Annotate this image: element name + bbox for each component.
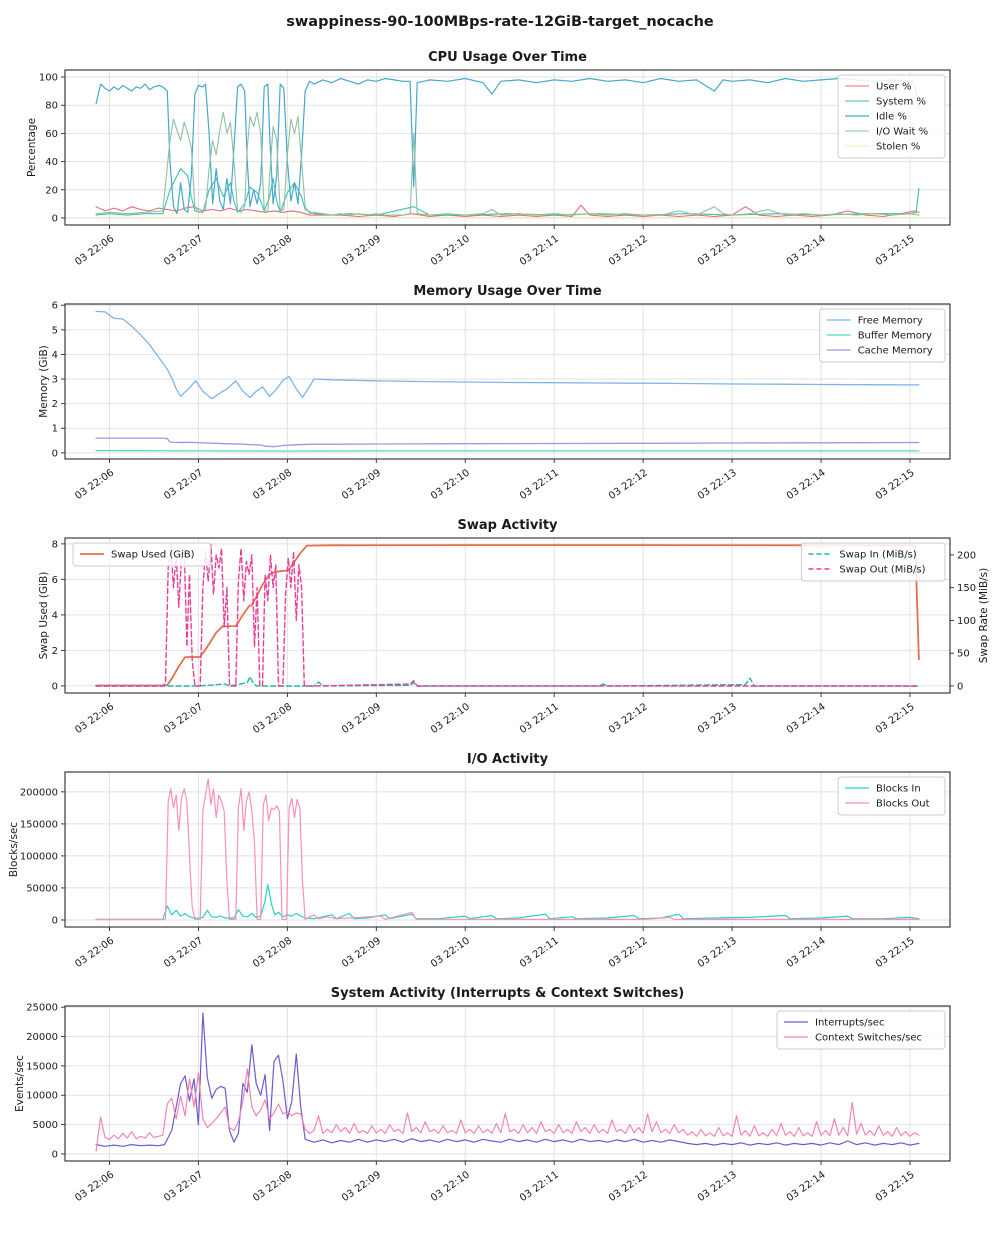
svg-text:Blocks Out: Blocks Out [876, 798, 930, 810]
svg-text:User %: User % [876, 81, 912, 93]
svg-text:03 22:15: 03 22:15 [873, 1169, 917, 1205]
svg-text:4: 4 [51, 610, 58, 622]
svg-text:03 22:11: 03 22:11 [517, 1169, 561, 1205]
svg-text:0: 0 [51, 213, 58, 225]
svg-text:03 22:06: 03 22:06 [73, 233, 117, 269]
series-context-switches-sec [96, 1069, 919, 1151]
io-plot-border [65, 772, 950, 927]
svg-text:03 22:10: 03 22:10 [429, 467, 472, 503]
svg-text:03 22:15: 03 22:15 [873, 233, 917, 269]
svg-text:03 22:06: 03 22:06 [73, 935, 117, 971]
svg-text:03 22:11: 03 22:11 [517, 935, 561, 971]
svg-text:03 22:09: 03 22:09 [340, 1169, 384, 1205]
svg-text:0: 0 [51, 681, 58, 693]
svg-text:10000: 10000 [26, 1090, 58, 1102]
cpu-series [96, 79, 919, 218]
svg-text:03 22:09: 03 22:09 [340, 701, 384, 737]
svg-text:03 22:07: 03 22:07 [162, 1169, 206, 1205]
svg-text:03 22:14: 03 22:14 [784, 233, 828, 269]
svg-text:03 22:10: 03 22:10 [429, 1169, 472, 1205]
svg-text:03 22:15: 03 22:15 [873, 935, 917, 971]
svg-text:03 22:12: 03 22:12 [606, 1169, 650, 1205]
svg-text:03 22:12: 03 22:12 [606, 935, 650, 971]
svg-text:03 22:09: 03 22:09 [340, 467, 384, 503]
svg-text:Idle %: Idle % [876, 111, 907, 123]
svg-text:03 22:11: 03 22:11 [517, 467, 561, 503]
svg-text:03 22:13: 03 22:13 [695, 935, 739, 971]
memory-usage-panel [0, 274, 1000, 508]
svg-text:20000: 20000 [26, 1032, 58, 1044]
svg-text:Free Memory: Free Memory [857, 315, 923, 327]
swap-activity-panel [0, 508, 1000, 742]
io-grid [65, 772, 950, 927]
svg-text:03 22:12: 03 22:12 [606, 233, 650, 269]
system-activity-panel [0, 976, 1000, 1210]
series-blocks-out [96, 779, 919, 920]
series-buffer-memory [96, 451, 919, 452]
series-cache-memory [96, 438, 919, 447]
svg-text:03 22:15: 03 22:15 [873, 701, 917, 737]
svg-text:Interrupts/sec: Interrupts/sec [815, 1017, 885, 1029]
svg-text:200000: 200000 [19, 787, 58, 799]
svg-text:50: 50 [957, 648, 970, 660]
io-series [96, 779, 919, 920]
svg-text:2: 2 [51, 645, 58, 657]
swap-ylabel: Swap Used (GiB) [38, 571, 50, 660]
svg-text:5000: 5000 [32, 1120, 58, 1132]
swap-title: Swap Activity [457, 518, 558, 533]
svg-text:I/O Wait %: I/O Wait % [876, 126, 929, 138]
svg-text:1: 1 [51, 423, 58, 435]
cpu-grid [65, 70, 950, 225]
svg-text:03 22:11: 03 22:11 [517, 701, 561, 737]
svg-text:03 22:13: 03 22:13 [695, 467, 739, 503]
system-ylabel: Events/sec [14, 1055, 26, 1112]
svg-text:03 22:06: 03 22:06 [73, 1169, 117, 1205]
svg-text:150: 150 [957, 583, 977, 595]
svg-text:03 22:14: 03 22:14 [784, 1169, 828, 1205]
svg-text:25000: 25000 [26, 1002, 58, 1014]
memory-usage-chart [0, 274, 1000, 508]
svg-text:100: 100 [38, 72, 58, 84]
svg-text:0: 0 [957, 681, 964, 693]
svg-text:03 22:10: 03 22:10 [429, 233, 472, 269]
io-ylabel: Blocks/sec [8, 821, 20, 878]
series-swap-in-mib-s- [96, 677, 919, 686]
svg-text:60: 60 [45, 128, 58, 140]
cpu-plot-border [65, 70, 950, 225]
svg-text:System %: System % [876, 96, 926, 108]
svg-text:150000: 150000 [19, 819, 58, 831]
svg-text:6: 6 [51, 300, 58, 312]
svg-text:0: 0 [51, 1149, 58, 1161]
cpu-usage-panel [0, 40, 1000, 274]
cpu-title: CPU Usage Over Time [428, 50, 587, 65]
svg-text:Swap Used (GiB): Swap Used (GiB) [111, 549, 195, 561]
svg-text:03 22:12: 03 22:12 [606, 467, 650, 503]
svg-text:6: 6 [51, 574, 58, 586]
swap-series [96, 545, 919, 686]
svg-text:100000: 100000 [19, 851, 58, 863]
figure-title: swappiness-90-100MBps-rate-12GiB-target_nocache [286, 14, 714, 30]
series-system- [96, 169, 919, 216]
svg-text:20: 20 [45, 185, 58, 197]
svg-text:Swap Out (MiB/s): Swap Out (MiB/s) [839, 564, 926, 576]
svg-text:03 22:14: 03 22:14 [784, 701, 828, 737]
svg-text:03 22:14: 03 22:14 [784, 935, 828, 971]
svg-text:03 22:07: 03 22:07 [162, 467, 206, 503]
swap-legend [73, 543, 211, 566]
io-activity-panel [0, 742, 1000, 976]
system-activity-chart [0, 976, 1000, 1210]
svg-text:Blocks In: Blocks In [876, 783, 921, 795]
svg-text:4: 4 [51, 349, 58, 361]
svg-text:5: 5 [51, 325, 58, 337]
svg-text:03 22:08: 03 22:08 [251, 701, 295, 737]
svg-text:03 22:14: 03 22:14 [784, 467, 828, 503]
svg-text:03 22:09: 03 22:09 [340, 935, 384, 971]
svg-text:03 22:07: 03 22:07 [162, 935, 206, 971]
cpu-axes [26, 73, 917, 269]
svg-text:Swap Rate (MiB/s): Swap Rate (MiB/s) [978, 567, 990, 664]
memory-series [96, 311, 919, 451]
svg-text:100: 100 [957, 615, 977, 627]
svg-text:03 22:13: 03 22:13 [695, 233, 739, 269]
svg-text:Context Switches/sec: Context Switches/sec [815, 1032, 923, 1044]
svg-text:03 22:06: 03 22:06 [73, 701, 117, 737]
svg-text:Swap In (MiB/s): Swap In (MiB/s) [839, 549, 917, 561]
svg-text:3: 3 [51, 374, 58, 386]
io-activity-chart [0, 742, 1000, 976]
io-title: I/O Activity [466, 752, 549, 767]
svg-text:80: 80 [45, 100, 58, 112]
svg-text:03 22:15: 03 22:15 [873, 467, 917, 503]
memory-grid [65, 304, 950, 459]
svg-text:0: 0 [51, 448, 58, 460]
memory-legend [820, 309, 945, 362]
swap-activity-chart [0, 508, 1000, 742]
io-axes [8, 787, 917, 970]
cpu-usage-chart [0, 40, 1000, 274]
series-blocks-in [96, 885, 919, 920]
svg-text:50000: 50000 [26, 883, 58, 895]
svg-text:03 22:06: 03 22:06 [73, 467, 117, 503]
svg-text:03 22:08: 03 22:08 [251, 1169, 295, 1205]
io-legend [838, 777, 945, 815]
svg-text:8: 8 [51, 539, 58, 551]
svg-text:03 22:11: 03 22:11 [517, 233, 561, 269]
svg-text:03 22:10: 03 22:10 [429, 701, 472, 737]
svg-text:Cache Memory: Cache Memory [857, 345, 933, 357]
cpu-legend [838, 75, 945, 158]
svg-text:15000: 15000 [26, 1061, 58, 1073]
svg-text:03 22:08: 03 22:08 [251, 233, 295, 269]
memory-ylabel: Memory (GiB) [38, 345, 50, 418]
series-swap-out-mib-s- [96, 545, 919, 686]
svg-text:Stolen %: Stolen % [876, 141, 921, 153]
memory-axes [38, 301, 917, 502]
cpu-ylabel: Percentage [26, 117, 38, 178]
svg-text:03 22:09: 03 22:09 [340, 233, 384, 269]
svg-text:Buffer Memory: Buffer Memory [857, 330, 932, 342]
svg-text:03 22:13: 03 22:13 [695, 1169, 739, 1205]
svg-text:03 22:08: 03 22:08 [251, 467, 295, 503]
svg-text:0: 0 [51, 915, 58, 927]
svg-text:40: 40 [45, 157, 58, 169]
memory-title: Memory Usage Over Time [413, 284, 602, 299]
svg-text:2: 2 [51, 399, 58, 411]
system-title: System Activity (Interrupts & Context Switches) [330, 986, 685, 1001]
svg-text:03 22:07: 03 22:07 [162, 233, 206, 269]
series-free-memory [96, 311, 919, 398]
series-idle- [96, 79, 919, 214]
svg-text:03 22:08: 03 22:08 [251, 935, 295, 971]
svg-text:03 22:07: 03 22:07 [162, 701, 206, 737]
swap-legend [801, 543, 945, 581]
svg-text:03 22:13: 03 22:13 [695, 701, 739, 737]
svg-text:03 22:12: 03 22:12 [606, 701, 650, 737]
svg-text:03 22:10: 03 22:10 [429, 935, 472, 971]
svg-text:200: 200 [957, 550, 977, 562]
system-legend [777, 1011, 945, 1049]
memory-plot-border [65, 304, 950, 459]
